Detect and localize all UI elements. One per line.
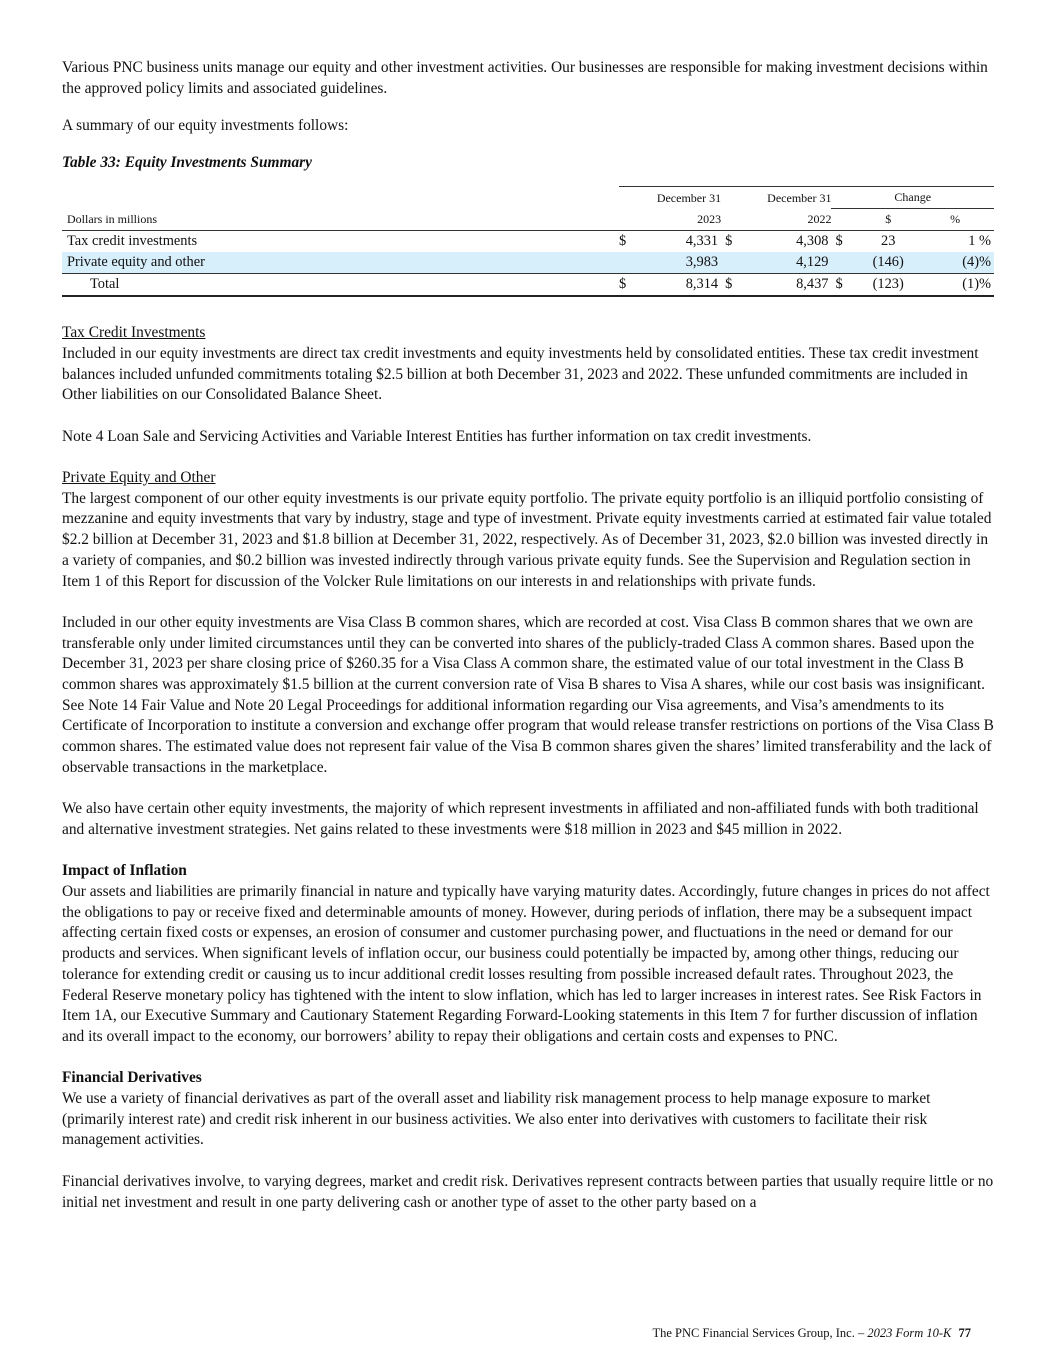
derivatives-risk-paragraph: Financial derivatives involve, to varying degrees, market and credit risk. Derivatives represent contracts between parties that usually require little or no initial net investment and result in one party delivering cash or another type of asset to the other party based on a <box>62 1172 994 1211</box>
col-header-change-dollar: $ <box>885 212 892 227</box>
section-heading-tax-credit: Tax Credit Investments <box>62 324 206 342</box>
units-label: Dollars in millions <box>67 212 157 227</box>
section-heading-derivatives: Financial Derivatives <box>62 1069 202 1087</box>
intro-paragraph: Various PNC business units manage our equity and other investment activities. Our businesses are responsible for making investment decisions within the approved policy limits and associated guidelines. <box>62 59 988 97</box>
intro-summary-line: A summary of our equity investments follows: <box>62 117 349 135</box>
row-label: Total <box>62 274 619 297</box>
value-2022: 8,437 <box>750 274 832 297</box>
col-header-2022-line2: 2022 <box>807 212 832 227</box>
page-number: 77 <box>958 1326 971 1340</box>
table-row <box>62 231 994 253</box>
value-2023: 4,331 <box>639 231 721 253</box>
change-pct: (1)% <box>916 274 994 297</box>
footer-form: 2023 Form 10-K <box>867 1326 952 1340</box>
currency-symbol: $ <box>721 274 750 297</box>
change-pct: (4)% <box>916 252 994 274</box>
currency-symbol: $ <box>831 231 860 253</box>
currency-symbol <box>721 252 750 274</box>
currency-symbol: $ <box>831 274 860 297</box>
value-2023: 3,983 <box>639 252 721 274</box>
page-footer <box>652 1326 971 1341</box>
equity-investments-table <box>62 186 994 297</box>
tax-credit-paragraph: Included in our equity investments are direct tax credit investments and equity investments held by consolidated entities. These tax credit investment balances included unfunded commitments totaling $2.5 billion at both December 31, 2023 and 2022. These unfunded commitments are included in Other liabilities on our Consolidated Balance Sheet. <box>62 344 979 404</box>
change-dollar: (123) <box>860 274 916 297</box>
other-equity-paragraph: We also have certain other equity investments, the majority of which represent investments in affiliated and non-affiliated funds with both traditional and alternative investment strategies. Net gains related to these investments were $18 million in 2023 and $45 million in 2022. <box>62 800 979 838</box>
currency-symbol: $ <box>619 274 639 297</box>
footer-company: The PNC Financial Services Group, Inc. – <box>652 1326 865 1340</box>
section-heading-inflation: Impact of Inflation <box>62 862 187 880</box>
currency-symbol <box>619 252 639 274</box>
value-2022: 4,129 <box>750 252 832 274</box>
col-header-change: Change <box>831 187 994 209</box>
row-label: Tax credit investments <box>62 231 619 253</box>
derivatives-paragraph: We use a variety of financial derivatives as part of the overall asset and liability risk management process to help manage exposure to market (primarily interest rate) and credit risk inherent in our business activities. We also enter into derivatives with customers to facilitate their risk management activities. <box>62 1090 931 1149</box>
change-dollar: 23 <box>860 231 916 253</box>
visa-shares-paragraph: Included in our other equity investments are Visa Class B common shares, which are recorded at cost. Visa Class B common shares that we own are transferable only under limited circumstances until they can be converted into shares of the publicly-traded Class A common shares. Based upon the December 31, 2023 per share closing price of $260.35 for a Visa Class A common share, the estimated value of our total investment in the Class B common shares was approximately $1.5 billion at the current conversion rate of Visa B shares to Visa A shares, while our cost basis was insignificant. See Note 14 Fair Value and Note 20 Legal Proceedings for additional information regarding our Visa agreements, and Visa’s amendments to its Certificate of Incorporation to institute a conversion and exchange offer program that would release transfer restrictions on portions of the Visa Class B common shares. The estimated value does not represent fair value of the Visa B common shares given the shares’ limited transferability and the lack of observable transactions in the marketplace. <box>62 613 994 776</box>
value-2022: 4,308 <box>750 231 832 253</box>
currency-symbol <box>831 252 860 274</box>
currency-symbol: $ <box>721 231 750 253</box>
value-2023: 8,314 <box>639 274 721 297</box>
col-header-2023-line2: 2023 <box>697 212 722 227</box>
inflation-paragraph: Our assets and liabilities are primarily financial in nature and typically have varying maturity dates. Accordingly, future changes in prices do not affect the obligations to pay or receive fixed and determinable amounts of money. However, during periods of inflation, there may be a subsequent impact affecting certain fixed costs or expenses, an erosion of consumer and customer purchasing power, and fluctuations in the need or demand for our products and services. When significant levels of inflation occur, our business could potentially be impacted by, among other things, reducing our tolerance for extending credit or causing us to incur additional credit losses resulting from possible increased default rates. Throughout 2023, the Federal Reserve monetary policy has tightened with the intent to slow inflation, which has led to larger increases in interest rates. See Risk Factors in Item 1A, our Executive Summary and Cautionary Statement Regarding Forward-Looking statements in this Item 7 for further discussion of inflation and its overall impact to the economy, our borrowers’ ability to repay their obligations and certain costs and expenses to PNC. <box>62 883 990 1045</box>
table-row <box>62 252 994 274</box>
col-header-change-pct: % <box>950 212 961 227</box>
change-dollar: (146) <box>860 252 916 274</box>
section-heading-private-equity: Private Equity and Other <box>62 469 216 486</box>
currency-symbol: $ <box>619 231 639 253</box>
tax-credit-note-paragraph: Note 4 Loan Sale and Servicing Activities and Variable Interest Entities has further information on tax credit investments. <box>62 427 812 445</box>
document-page <box>62 58 994 1213</box>
table-row-total <box>62 274 994 297</box>
change-pct: 1 % <box>916 231 994 253</box>
col-header-2023-line1: December 31 <box>639 187 721 209</box>
col-header-2022-line1: December 31 <box>750 187 832 209</box>
table-title: Table 33: Equity Investments Summary <box>62 154 312 172</box>
private-equity-paragraph: The largest component of our other equity investments is our private equity portfolio. The private equity portfolio is an illiquid portfolio consisting of mezzanine and equity investments that vary by industry, stage and type of investment. Private equity investments carried at estimated fair value totaled $2.2 billion at December 31, 2023 and $1.8 billion at December 31, 2022, respectively. As of December 31, 2023, $2.0 billion was invested directly in a variety of companies, and $0.2 billion was invested indirectly through various private equity funds. See the Supervision and Regulation section in Item 1 of this Report for discussion of the Volcker Rule limitations on our interests in and relationships with private funds. <box>62 489 992 590</box>
row-label: Private equity and other <box>62 252 619 274</box>
